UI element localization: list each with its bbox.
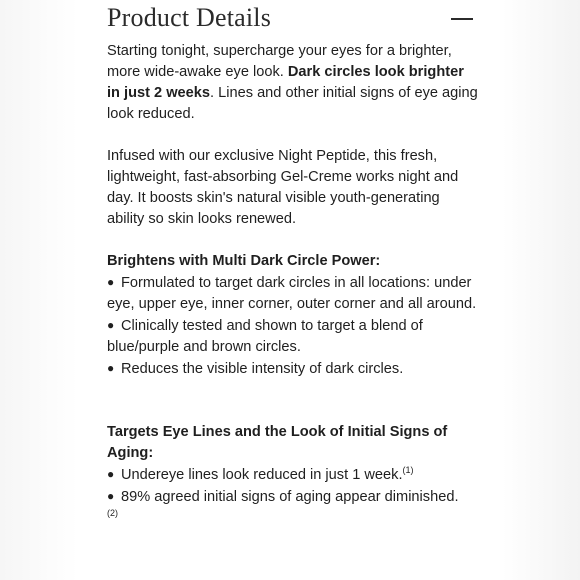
list-item-text: Reduces the visible intensity of dark circles. (121, 361, 404, 377)
section-title: Product Details (107, 3, 272, 32)
eye-lines-heading: Targets Eye Lines and the Look of Initial Signs of Aging: (107, 424, 448, 461)
list-item (107, 464, 479, 486)
bullet-icon: ● (107, 489, 115, 503)
list-item-text: Formulated to target dark circles in all locations: under eye, upper eye, inner corner, outer corner and all around. (107, 275, 477, 312)
footnote-marker: (1) (402, 465, 414, 475)
list-item-text: Undereye lines look reduced in just 1 week. (121, 467, 403, 483)
bullet-icon: ● (107, 361, 115, 375)
list-item (107, 486, 479, 519)
right-background (502, 0, 580, 580)
bullet-icon: ● (107, 275, 115, 289)
product-details-panel (80, 0, 500, 580)
minus-icon (451, 18, 473, 20)
intro-text-end: . Lines and other initial signs of eye aging look reduced. (107, 85, 478, 122)
intro-text: Starting tonight, supercharge your eyes for a brighter, more wide-awake eye look. (107, 43, 452, 80)
collapse-button[interactable] (451, 8, 473, 30)
dark-circles-list (107, 272, 479, 380)
list-item (107, 315, 479, 358)
accordion-header[interactable] (107, 0, 473, 40)
list-item-text: Clinically tested and shown to target a blend of blue/purple and brown circles. (107, 318, 423, 355)
intro-highlight: Dark circles look brighter in just 2 weeks (107, 64, 464, 101)
list-item (107, 272, 479, 315)
bullet-icon: ● (107, 318, 115, 332)
list-item-text: 89% agreed initial signs of aging appear diminished. (121, 489, 459, 505)
description-paragraph: Infused with our exclusive Night Peptide, this fresh, lightweight, fast-absorbing Gel-Creme works night and day. It boosts skin's natural visible youth-generating ability so skin looks renewed. (107, 148, 459, 227)
intro-paragraph (107, 41, 479, 125)
list-item (107, 358, 479, 380)
dark-circles-heading: Brightens with Multi Dark Circle Power: (107, 253, 381, 269)
bullet-icon: ● (107, 467, 115, 481)
details-content (107, 41, 479, 519)
eye-lines-list (107, 464, 479, 519)
footnote-marker: (2) (107, 508, 118, 518)
left-background (0, 0, 78, 580)
